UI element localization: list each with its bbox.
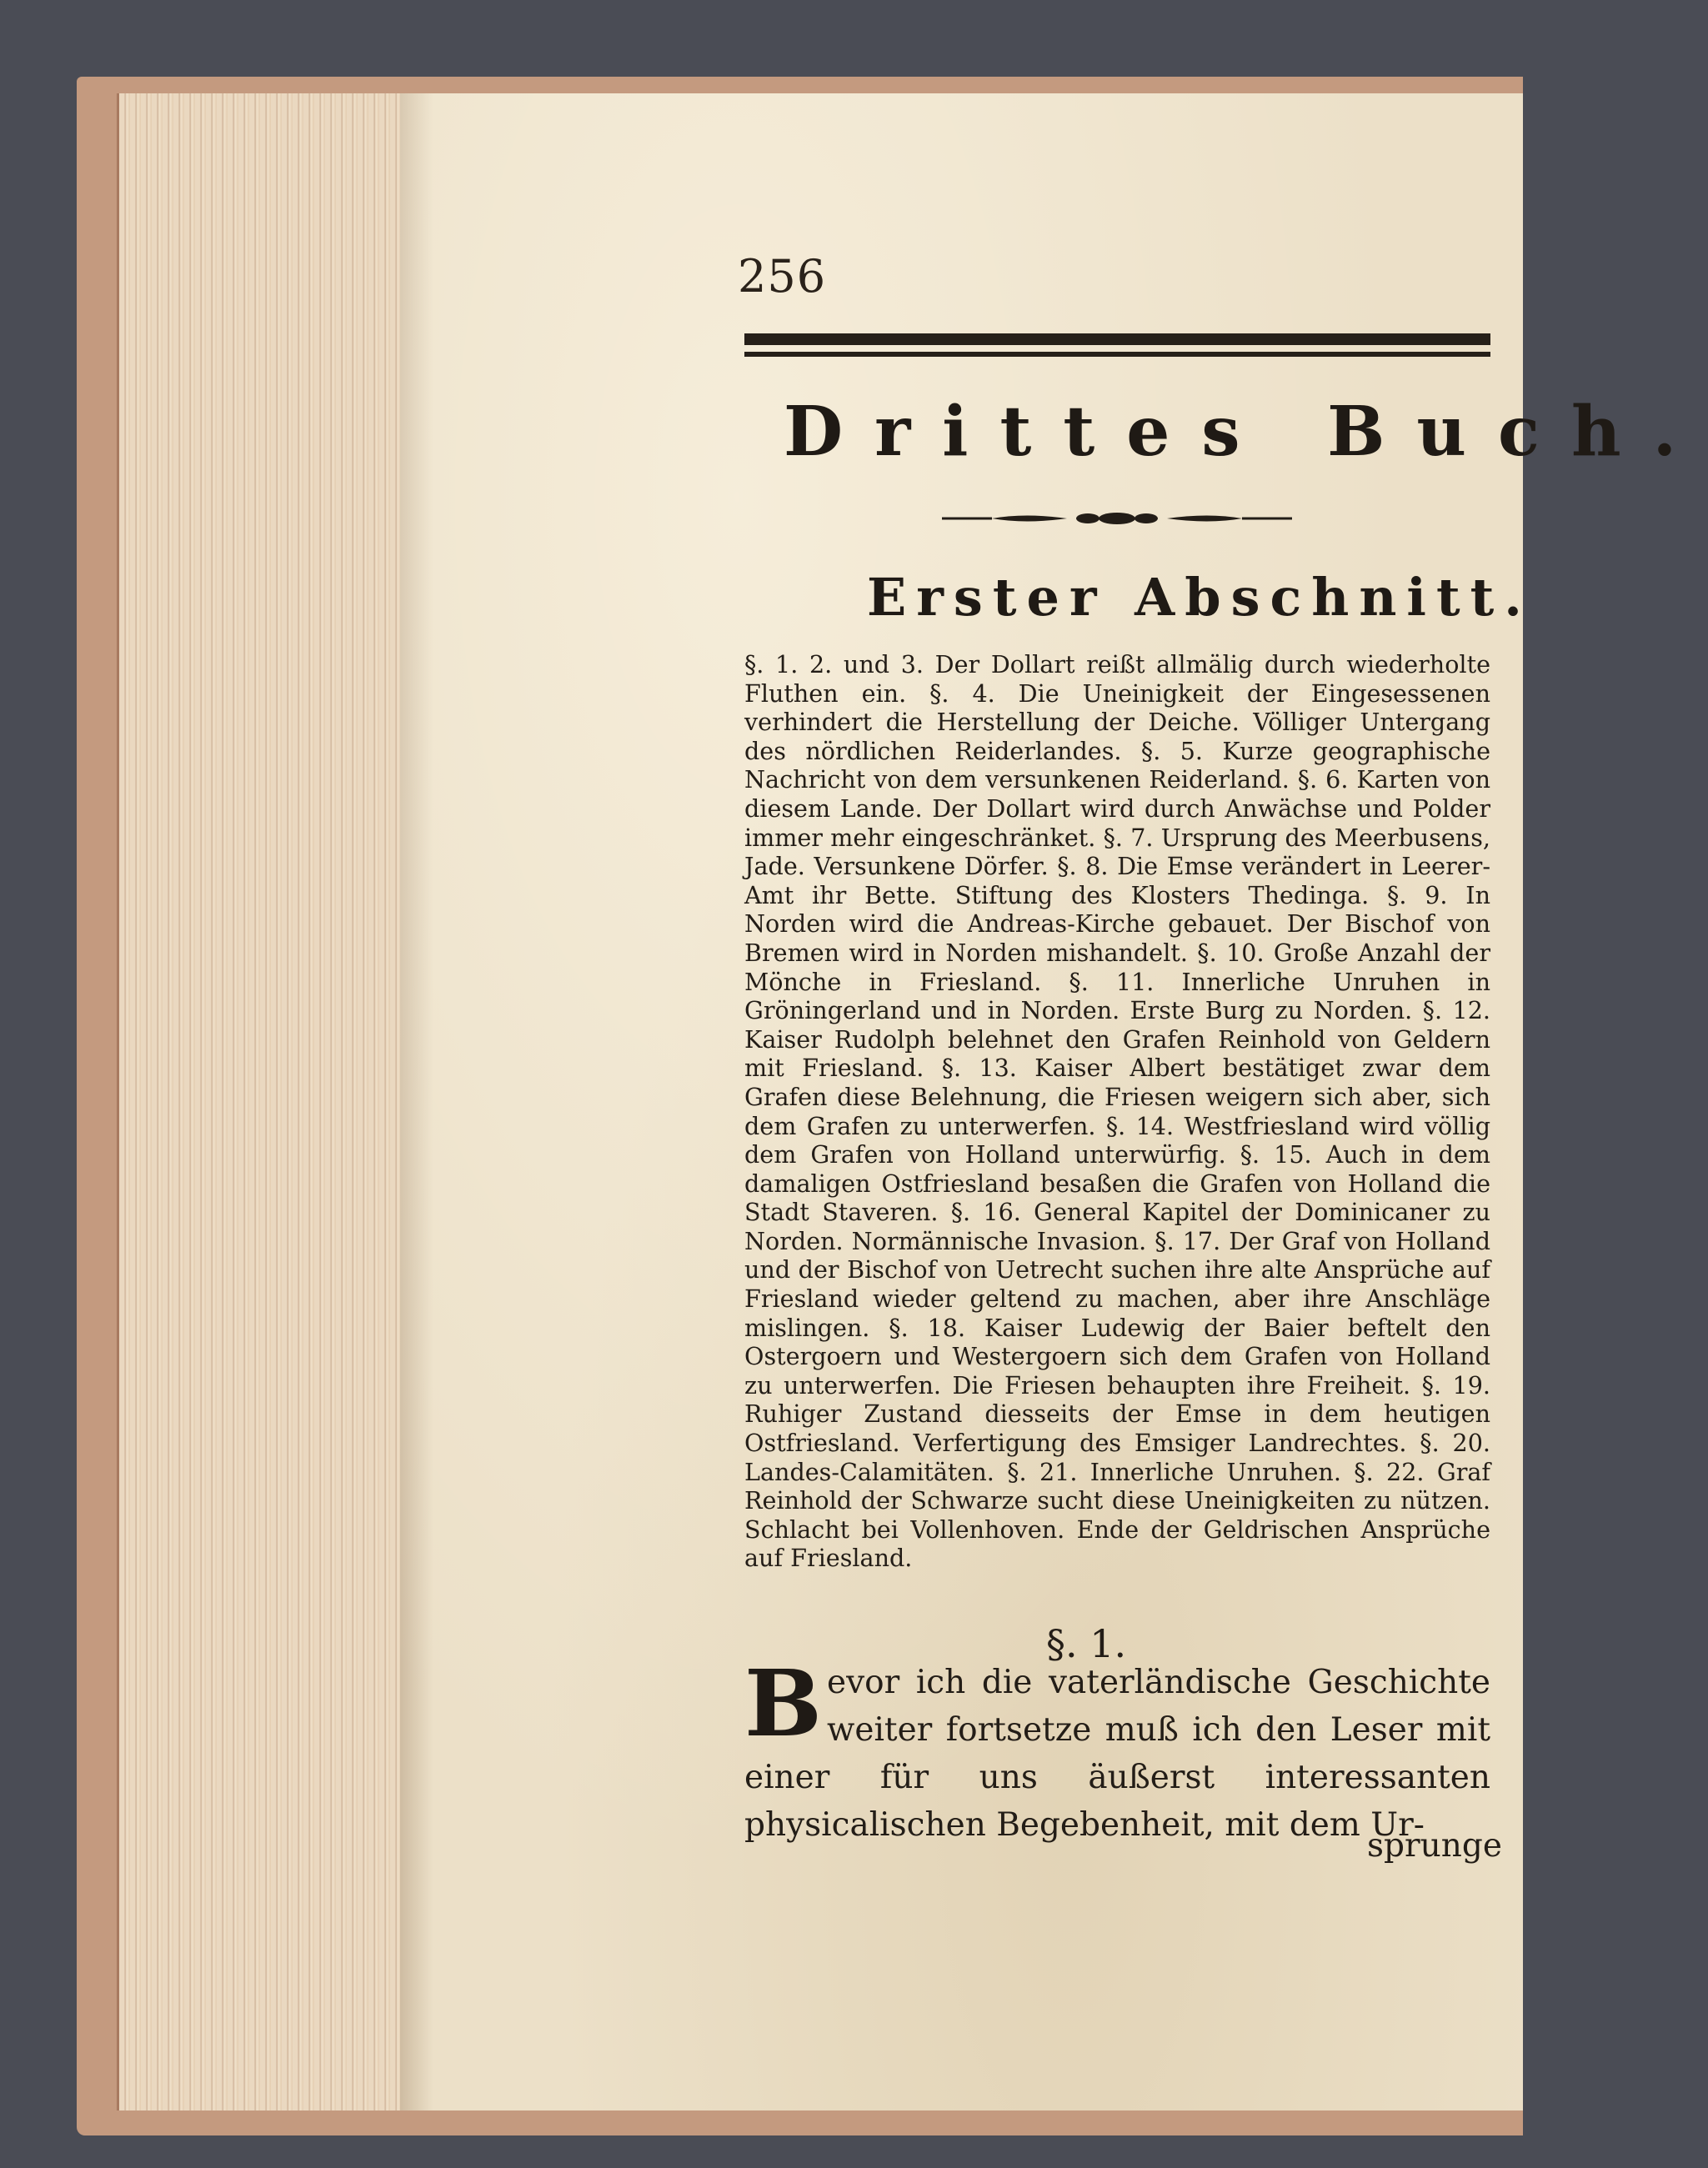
book-title: Drittes Buch.: [784, 392, 1708, 472]
page-number: 256: [738, 250, 827, 303]
header-rule-thin: [744, 352, 1490, 357]
header-rule: [744, 333, 1490, 345]
body-text: evor ich die vaterländische Geschichte weiter fortsetze muß ich den Leser mit einer für uns äußerst interessanten physicalischen Begebenheit, mit dem Ur-: [744, 1664, 1490, 1844]
section-title: Erster Abschnitt.: [867, 567, 1532, 628]
catchword: sprunge: [1367, 1827, 1502, 1865]
paragraph-mark: §. 1.: [1046, 1621, 1127, 1666]
page-edges: [117, 93, 407, 2110]
chapter-summary: §. 1. 2. und 3. Der Dollart reißt allmälig durch wiederholte Fluthen ein. §. 4. Die Uneinigkeit der Eingesessenen verhindert die Herstellung der Deiche. Völliger Untergang des nördlichen Reiderlandes. §. 5. Kurze geographische Nachricht von dem versunkenen Reiderland. §. 6. Karten von diesem Lande. Der Dollart wird durch Anwächse und Polder immer mehr eingeschränket. §. 7. Ursprung des Meerbusens, Jade. Versunkene Dörfer. §. 8. Die Emse verändert in Leerer-Amt ihr Bette. Stiftung des Klosters Thedinga. §. 9. In Norden wird die Andreas-Kirche gebauet. Der Bischof von Bremen wird in Norden mishandelt. §. 10. Große Anzahl der Mönche in Friesland. §. 11. Innerliche Unruhen in Gröningerland und in Norden. Erste Burg zu Norden. §. 12. Kaiser Rudolph belehnet den Grafen Reinhold von Geldern mit Friesland. §. 13. Kaiser Albert bestätiget zwar dem Grafen diese Belehnung, die Friesen weigern sich aber, sich dem Grafen zu unterwerfen. §. 14. Westfriesland wird völlig dem Grafen von Holland unterwürfig. §. 15. Auch in dem damaligen Ostfriesland besaßen die Grafen von Holland die Stadt Staveren. §. 16. General Kapitel der Dominicaner zu Norden. Normännische Invasion. §. 17. Der Graf von Holland und der Bischof von Uetrecht suchen ihre alte Ansprüche auf Friesland wieder geltend zu machen, aber ihre Anschläge mislingen. §. 18. Kaiser Ludewig der Baier beftelt den Ostergoern und Westergoern sich dem Grafen von Holland zu unterwerfen. Die Friesen behaupten ihre Freiheit. §. 19. Ruhiger Zustand diesseits der Emse in dem heutigen Ostfriesland. Verfertigung des Emsiger Landrechtes. §. 20. Landes-Calamitäten. §. 21. Innerliche Unruhen. §. 22. Graf Reinhold der Schwarze sucht diese Uneinigkeiten zu nützen. Schlacht bei Vollenhoven. Ende der Geldrischen Ansprüche auf Friesland.: [744, 650, 1490, 1573]
body-paragraph: [744, 1650, 1490, 1849]
ornament-divider: [942, 511, 1292, 526]
drop-cap: B: [744, 1650, 822, 1757]
